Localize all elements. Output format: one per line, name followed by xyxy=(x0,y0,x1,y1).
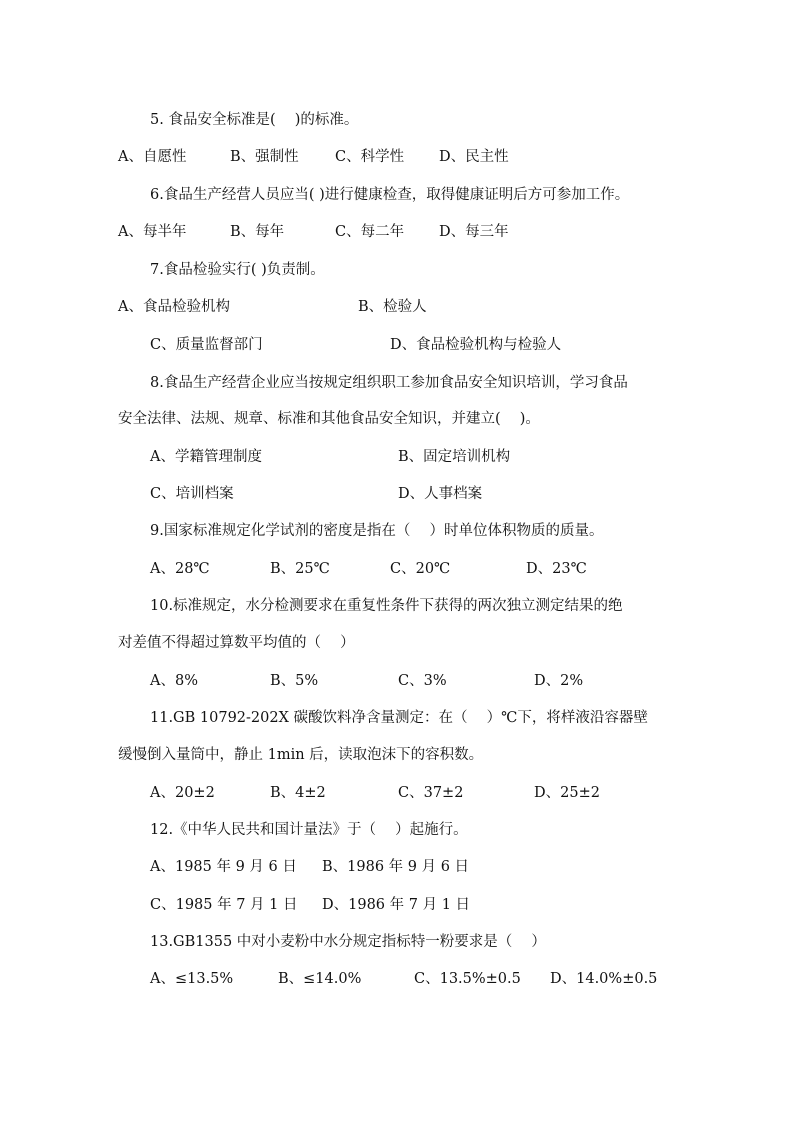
option-c: C、1985 年 7 月 1 日 xyxy=(150,897,298,913)
question-11-text-line1: 11.GB 10792-202X 碳酸饮料净含量测定：在（ ）℃下，将样液沿容器壁 xyxy=(150,710,648,726)
option-b: B、每年 xyxy=(230,224,285,240)
option-c: C、科学性 xyxy=(335,149,405,165)
question-5-text: 5. 食品安全标准是( )的标准。 xyxy=(150,112,359,128)
option-a: A、20±2 xyxy=(150,785,215,801)
option-a: A、1985 年 9 月 6 日 xyxy=(150,859,297,875)
option-d: D、2% xyxy=(534,673,584,689)
option-d: D、人事档案 xyxy=(398,486,483,502)
option-a: A、28℃ xyxy=(150,561,210,577)
option-a: A、每半年 xyxy=(118,224,187,240)
question-6-text: 6.食品生产经营人员应当( )进行健康检查，取得健康证明后方可参加工作。 xyxy=(150,187,630,203)
question-8-text-line2: 安全法律、法规、规章、标准和其他食品安全知识，并建立( )。 xyxy=(118,411,540,427)
option-a: A、食品检验机构 xyxy=(118,299,230,315)
option-a: A、8% xyxy=(150,673,198,689)
option-d: D、民主性 xyxy=(439,149,509,165)
option-b: B、25℃ xyxy=(270,561,330,577)
question-8-text-line1: 8.食品生产经营企业应当按规定组织职工参加食品安全知识培训，学习食品 xyxy=(150,375,628,391)
option-c: C、培训档案 xyxy=(150,486,234,502)
question-10-text-line1: 10.标准规定，水分检测要求在重复性条件下获得的两次独立测定结果的绝 xyxy=(150,598,623,614)
option-b: B、4±2 xyxy=(270,785,326,801)
option-b: B、强制性 xyxy=(230,149,299,165)
question-9-text: 9.国家标准规定化学试剂的密度是指在（ ）时单位体积物质的质量。 xyxy=(150,523,604,539)
option-c: C、3% xyxy=(398,673,447,689)
option-d: D、每三年 xyxy=(439,224,509,240)
option-a: A、≤13.5% xyxy=(150,971,234,987)
option-b: B、5% xyxy=(270,673,319,689)
question-11-text-line2: 缓慢倒入量筒中，静止 1min 后，读取泡沫下的容积数。 xyxy=(118,747,484,763)
option-c: C、20℃ xyxy=(390,561,451,577)
question-13-text: 13.GB1355 中对小麦粉中水分规定指标特一粉要求是（ ） xyxy=(150,934,546,950)
option-a: A、学籍管理制度 xyxy=(150,449,262,465)
option-d: D、14.0%±0.5 xyxy=(550,971,658,987)
question-10-text-line2: 对差值不得超过算数平均值的（ ） xyxy=(118,635,355,651)
option-d: D、25±2 xyxy=(534,785,600,801)
question-12-text: 12.《中华人民共和国计量法》于（ ）起施行。 xyxy=(150,822,468,838)
option-d: D、1986 年 7 月 1 日 xyxy=(322,897,471,913)
option-c: C、13.5%±0.5 xyxy=(414,971,521,987)
option-c: C、37±2 xyxy=(398,785,464,801)
option-b: B、≤14.0% xyxy=(278,971,362,987)
option-b: B、固定培训机构 xyxy=(398,449,511,465)
option-b: B、检验人 xyxy=(358,299,427,315)
option-b: B、1986 年 9 月 6 日 xyxy=(322,859,470,875)
option-a: A、自愿性 xyxy=(118,149,187,165)
option-c: C、质量监督部门 xyxy=(150,337,263,353)
option-c: C、每二年 xyxy=(335,224,405,240)
option-d: D、23℃ xyxy=(526,561,587,577)
option-d: D、食品检验机构与检验人 xyxy=(390,337,562,353)
question-7-text: 7.食品检验实行( )负责制。 xyxy=(150,262,325,278)
